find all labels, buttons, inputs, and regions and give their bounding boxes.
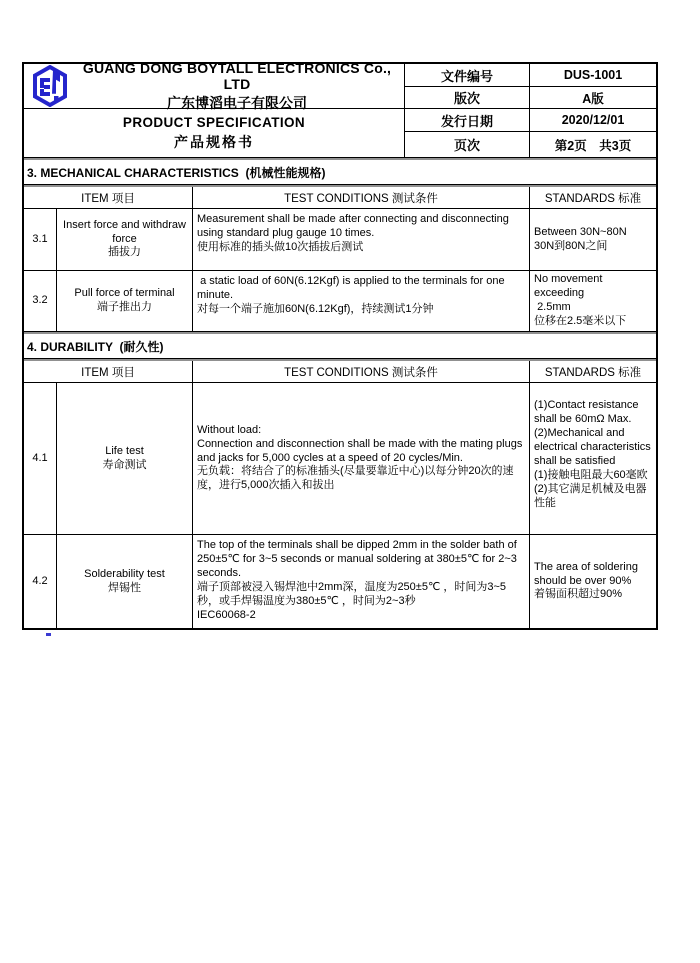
- test-condition-line: a static load of 60N(6.12Kgf) is applied to the terminals for one minute.: [197, 275, 508, 301]
- standard-line: 着锡面积超过90%: [534, 588, 623, 601]
- column-header-standards: STANDARDS 标准: [529, 187, 656, 208]
- section-4-title: 4. DURABILITY (耐久性): [27, 339, 164, 354]
- item-name-en: Insert force and withdraw force: [63, 218, 189, 245]
- test-conditions-cell: [192, 535, 529, 628]
- table-row-3-2: [24, 270, 656, 331]
- item-name-cn: 寿命测试: [102, 458, 147, 471]
- durability-table: [24, 361, 656, 628]
- company-name-en: GUANG DONG BOYTALL ELECTRONICS Co., LTD: [82, 59, 392, 92]
- document-title-cn: 产品规格书: [174, 133, 254, 150]
- info-value-issue-date: 2020/12/01: [529, 109, 656, 132]
- boytall-hexagon-logo-icon: [30, 65, 70, 107]
- row-number: 4.1: [32, 451, 48, 464]
- column-header-test-conditions: TEST CONDITIONS 测试条件: [192, 187, 529, 208]
- info-label-issue-date: 发行日期: [404, 109, 529, 132]
- item-name-cn: 端子推出力: [97, 301, 152, 313]
- company-block: [24, 59, 404, 111]
- standards-cell: [529, 209, 656, 270]
- section-3-title: 3. MECHANICAL CHARACTERISTICS (机械性能规格): [27, 165, 326, 180]
- mechanical-characteristics-table: [24, 187, 656, 331]
- document-title-block: [24, 109, 404, 157]
- stray-link-artifact: [46, 633, 51, 636]
- test-conditions-cell: [192, 383, 529, 534]
- test-condition-line: The top of the terminals shall be dipped 2mm in the solder bath of 250±5℃ for 3~5 seconds or manual soldering at 380±5℃ for 2~3 seconds.: [197, 539, 520, 579]
- company-name-cn: 广东博滔电子有限公司: [167, 94, 307, 111]
- company-names: [70, 60, 404, 113]
- item-name-en: Life test: [105, 444, 144, 457]
- standard-line: 30N到80N之间: [534, 239, 608, 252]
- standards-cell: [529, 383, 656, 534]
- standard-line: (1)Contact resistance shall be 60mΩ Max.: [534, 399, 642, 425]
- test-condition-line: 使用标准的插头做10次插拔后测试: [197, 240, 364, 253]
- table-header-row: [24, 361, 656, 382]
- test-condition-line: 对每一个端子施加60N(6.12Kgf)，持续测试1分钟: [197, 302, 434, 315]
- standard-line: (1)接触电阻最大60毫欧: [534, 468, 648, 481]
- item-name-en: Solderability test: [84, 567, 165, 580]
- info-value-doc-number: DUS-1001: [529, 64, 656, 87]
- item-name-cn: 插拔力: [108, 246, 141, 259]
- column-header-standards: STANDARDS 标准: [529, 361, 656, 382]
- info-label-doc-number: 文件编号: [404, 64, 529, 87]
- item-cell: [56, 209, 192, 270]
- item-cell: [56, 383, 192, 534]
- logo-svg: [32, 65, 68, 107]
- standard-line: 2.5mm: [534, 301, 571, 313]
- info-value-revision: A版: [529, 87, 656, 109]
- info-label-revision: 版次: [404, 87, 529, 109]
- info-value-page: 第2页 共3页: [529, 132, 656, 157]
- row-number: 4.2: [32, 574, 48, 587]
- column-header-test-conditions: TEST CONDITIONS 测试条件: [192, 361, 529, 382]
- table-header-row: [24, 187, 656, 208]
- test-condition-line: Measurement shall be made after connecting and disconnecting using standard plug gauge 10 times.: [197, 213, 512, 239]
- standard-line: 位移在2.5毫米以下: [534, 314, 627, 327]
- document-header: [24, 59, 656, 157]
- info-label-page: 页次: [404, 132, 529, 157]
- item-name-cn: 焊锡性: [108, 581, 141, 594]
- table-row-4-2: [24, 534, 656, 628]
- test-condition-line: IEC60068-2: [197, 608, 256, 621]
- column-header-item: ITEM 项目: [81, 192, 135, 205]
- item-cell: [56, 271, 192, 331]
- standard-line: (2)其它满足机械及电器性能: [534, 482, 647, 509]
- document-title-en: PRODUCT SPECIFICATION: [122, 114, 306, 130]
- test-condition-line: 端子顶部被浸入锡焊池中2mm深，温度为250±5℃ ，时间为3~5秒，或手焊锡温度为380±5℃ ，时间为2~3秒: [197, 580, 507, 607]
- table-row-4-1: [24, 382, 656, 534]
- standard-line: The area of soldering: [534, 560, 638, 573]
- row-number: 3.2: [32, 294, 48, 307]
- standard-line: (2)Mechanical and electrical characteristics shall be satisfied: [534, 426, 654, 467]
- standard-line: Between 30N~80N: [534, 225, 627, 238]
- item-cell: [56, 535, 192, 628]
- standard-line: should be over 90%: [534, 574, 632, 587]
- item-name-en: Pull force of terminal: [74, 287, 175, 300]
- test-conditions-cell: [192, 209, 529, 270]
- test-condition-line: Without load:: [197, 423, 262, 436]
- row-number: 3.1: [32, 232, 48, 245]
- test-condition-line: Connection and disconnection shall be made with the mating plugs and jacks for 5,000 cycles at a speed of 20 cycles/Min.: [197, 437, 526, 464]
- standards-cell: [529, 271, 656, 331]
- test-conditions-cell: [192, 271, 529, 331]
- test-condition-line: 无负载：将结合了的标准插头(尽量要靠近中心)以每分钟20次的速度，进行5,000次插入和拔出: [197, 465, 514, 492]
- column-header-item: ITEM 项目: [81, 366, 135, 379]
- table-row-3-1: [24, 208, 656, 270]
- standard-line: No movement exceeding: [534, 273, 606, 300]
- spec-document: [22, 59, 658, 630]
- standards-cell: [529, 535, 656, 628]
